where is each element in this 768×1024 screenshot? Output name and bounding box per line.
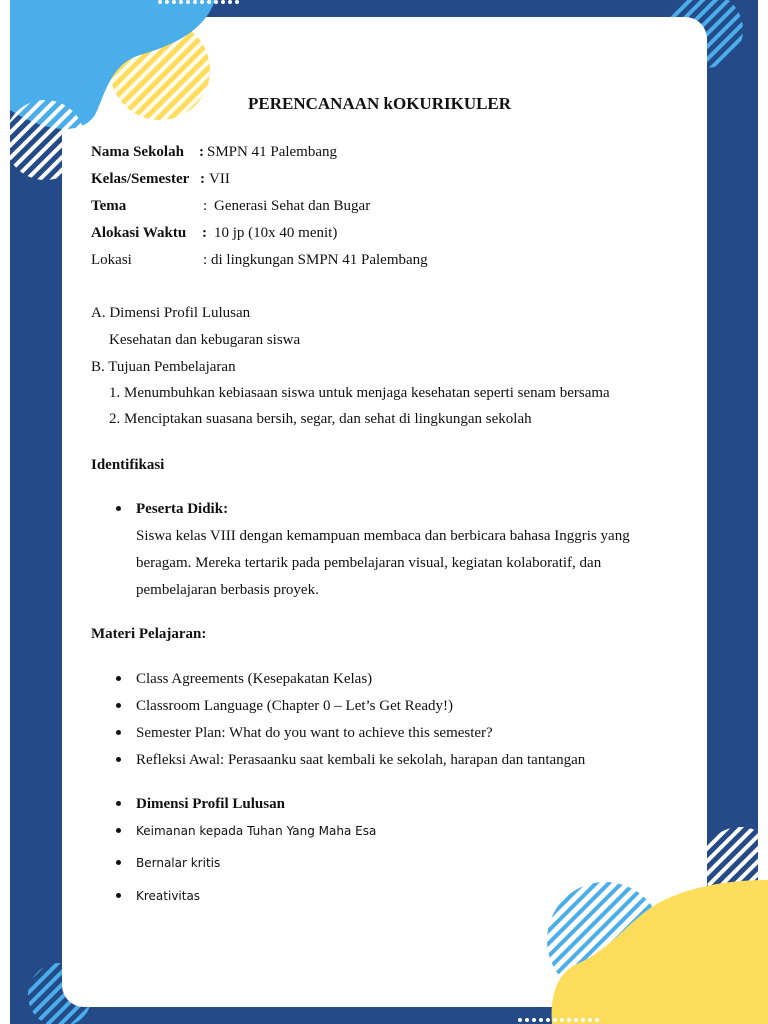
info-label-tema: Tema — [91, 198, 127, 214]
section-b-item: 1. Menumbuhkan kebiasaan siswa untuk menjaga kesehatan seperti senam bersama — [109, 385, 610, 401]
info-value-kelas-semester: VII — [209, 171, 230, 187]
materi-item: Class Agreements (Kesepakatan Kelas) — [136, 671, 373, 687]
bullet-icon — [116, 676, 121, 681]
bullet-icon — [116, 703, 121, 708]
info-value-alokasi-waktu: 10 jp (10x 40 menit) — [214, 225, 338, 241]
info-label-kelas-semester: Kelas/Semester — [91, 171, 190, 187]
white-stripe-circle-top-left — [5, 100, 85, 180]
info-value-lokasi: di lingkungan SMPN 41 Palembang — [211, 252, 428, 268]
info-sep: : — [200, 171, 205, 187]
dimensi-item: Kreativitas — [136, 889, 201, 903]
info-label-nama-sekolah: Nama Sekolah — [91, 144, 184, 160]
info-sep: : — [203, 252, 208, 268]
dimensi-item: Bernalar kritis — [136, 856, 221, 870]
materi-heading: Materi Pelajaran: — [91, 626, 207, 642]
info-label-alokasi-waktu: Alokasi Waktu — [91, 225, 187, 241]
peserta-didik-line: pembelajaran berbasis proyek. — [136, 582, 319, 598]
bullet-icon — [116, 757, 121, 762]
bullet-icon — [116, 730, 121, 735]
info-value-nama-sekolah: SMPN 41 Palembang — [207, 144, 338, 160]
bullet-icon — [116, 506, 121, 511]
info-value-tema: Generasi Sehat dan Bugar — [214, 198, 371, 214]
identifikasi-heading: Identifikasi — [91, 457, 165, 473]
peserta-didik-label: Peserta Didik: — [136, 501, 229, 517]
bullet-icon — [116, 801, 121, 806]
info-sep: : — [203, 198, 208, 214]
dimensi-item: Keimanan kepada Tuhan Yang Maha Esa — [136, 824, 377, 838]
materi-item: Refleksi Awal: Perasaanku saat kembali ke sekolah, harapan dan tantangan — [136, 752, 586, 768]
bullet-icon — [116, 893, 121, 898]
info-sep: : — [202, 225, 207, 241]
section-a-text: Kesehatan dan kebugaran siswa — [109, 332, 301, 348]
info-sep: : — [199, 144, 204, 160]
section-a-heading: A. Dimensi Profil Lulusan — [91, 305, 251, 321]
section-b-item: 2. Menciptakan suasana bersih, segar, dan sehat di lingkungan sekolah — [109, 411, 532, 427]
info-label-lokasi: Lokasi — [91, 252, 132, 268]
dimensi-heading: Dimensi Profil Lulusan — [136, 796, 285, 812]
peserta-didik-line: beragam. Mereka tertarik pada pembelajaran visual, kegiatan kolaboratif, dan — [136, 555, 602, 571]
bullet-icon — [116, 860, 121, 865]
section-b-heading: B. Tujuan Pembelajaran — [91, 359, 236, 375]
document-title: PERENCANAAN kOKURIKULER — [248, 94, 512, 113]
materi-item: Classroom Language (Chapter 0 – Let’s Get Ready!) — [136, 698, 453, 714]
peserta-didik-line: Siswa kelas VIII dengan kemampuan membaca dan berbicara bahasa Inggris yang — [136, 528, 630, 544]
bullet-icon — [116, 828, 121, 833]
materi-item: Semester Plan: What do you want to achieve this semester? — [136, 725, 493, 741]
